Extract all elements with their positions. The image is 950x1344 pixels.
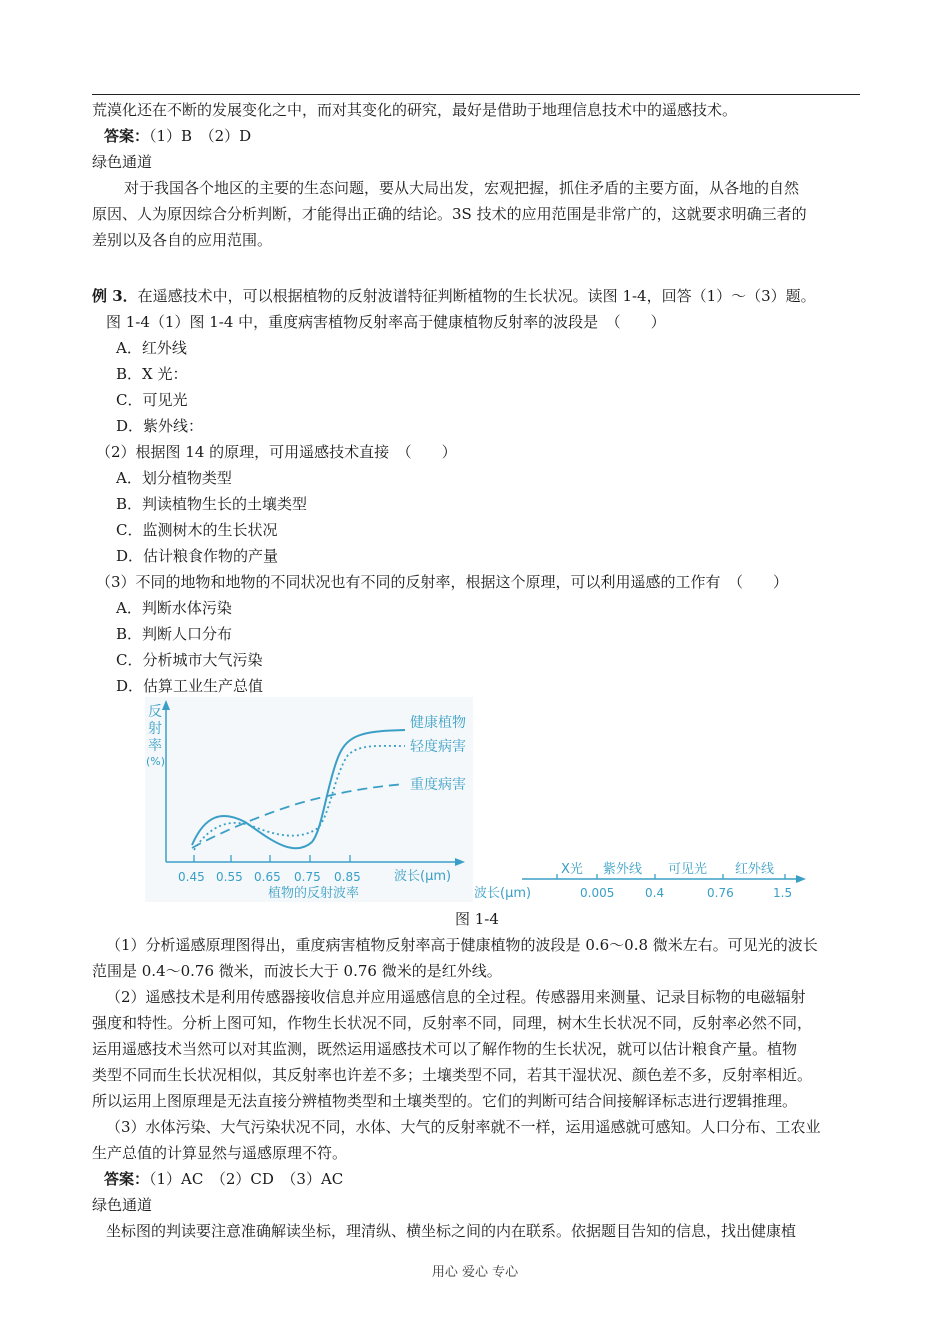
- text-line: （3）水体污染、大气污染状况不同，水体、大气的反射率就不一样，运用遥感就可感知。人口分布、工农业: [106, 1118, 821, 1136]
- page-footer: 用心 爱心 专心: [431, 1265, 519, 1280]
- legend-severe: 重度病害: [410, 777, 466, 793]
- text-line: D．紫外线：: [116, 417, 204, 435]
- text-line: 范围是 0.4～0.76 微米，而波长大于 0.76 微米的是红外线。: [92, 962, 502, 980]
- y-label-3: 率: [148, 738, 162, 754]
- text-line: B．判断人口分布: [116, 625, 233, 643]
- legend-healthy: 健康植物: [410, 715, 466, 731]
- wavelength-scale-arrow: [796, 875, 806, 883]
- text-line: 答案：（1）AC （2）CD （3）AC: [104, 1170, 344, 1188]
- scale-tick-label: 1.5: [773, 886, 793, 900]
- text-line: 运用遥感技术当然可以对其监测，既然运用遥感技术可以了解作物的生长状况，就可以估计粮食产量。植物: [92, 1040, 798, 1058]
- text-line: 图 1-4（1）图 1-4 中，重度病害植物反射率高于健康植物反射率的波段是 （ ）: [106, 313, 666, 331]
- text-line: 差别以及各自的应用范围。: [92, 231, 273, 249]
- text-line: 绿色通道: [92, 1196, 153, 1214]
- text-line: C．监测树木的生长状况: [116, 521, 278, 539]
- text-line: （3）不同的地物和地物的不同状况也有不同的反射率，根据这个原理，可以利用遥感的工作有 （ ）: [96, 573, 789, 591]
- text-line: 生产总值的计算显然与遥感原理不符。: [92, 1144, 348, 1162]
- text-line: 强度和特性。分析上图可知，作物生长状况不同，反射率不同，同理，树木生长状况不同，反射率必然不同，: [92, 1014, 813, 1032]
- text-line: B．X 光：: [116, 365, 188, 383]
- band-label-uv: 紫外线: [603, 862, 643, 877]
- x-tick-label: 0.65: [254, 870, 281, 884]
- text-line: A．划分植物类型: [116, 469, 232, 487]
- text-line: 坐标图的判读要注意准确解读坐标，理清纵、横坐标之间的内在联系。依据题目告知的信息，找出健康植: [106, 1222, 797, 1240]
- text-line: B．判读植物生长的土壤类型: [116, 495, 308, 513]
- band-label-visible: 可见光: [668, 862, 708, 877]
- text-line: 例 3．在遥感技术中，可以根据植物的反射波谱特征判断植物的生长状况。读图 1-4，回答（1）～（3）题。: [92, 287, 816, 305]
- text-line: 原因、人为原因综合分析判断，才能得出正确的结论。3S 技术的应用范围是非常广的，这就要求明确三者的: [92, 205, 807, 223]
- band-label-infrared: 红外线: [735, 862, 775, 877]
- text-line: （2）遥感技术是利用传感器接收信息并应用遥感信息的全过程。传感器用来测量、记录目标物的电磁辐射: [106, 988, 806, 1006]
- text-line: （2）根据图 14 的原理，可用遥感技术直接 （ ）: [96, 443, 457, 461]
- text-line: C．分析城市大气污染: [116, 651, 263, 669]
- y-label-2: 射: [148, 721, 162, 737]
- scale-tick-label: 0.4: [645, 886, 665, 900]
- text-line: 荒漠化还在不断的发展变化之中，而对其变化的研究，最好是借助于地理信息技术中的遥感技术。: [92, 101, 738, 119]
- y-label-1: 反: [148, 704, 162, 720]
- text-line: 绿色通道: [92, 153, 153, 171]
- chart-caption: 植物的反射波率: [268, 886, 360, 901]
- text-line: D．估算工业生产总值: [116, 677, 264, 695]
- scale-tick-label: 0.76: [707, 886, 734, 900]
- scale-tick-label: 0.005: [580, 886, 615, 900]
- text-line: A．判断水体污染: [116, 599, 232, 617]
- x-axis-label: 波长(μm): [394, 869, 452, 884]
- text-line: 所以运用上图原理是无法直接分辨植物类型和土壤类型的。它们的判断可结合间接解译标志进行逻辑推理。: [92, 1092, 798, 1110]
- band-label-xray: X光: [561, 862, 583, 877]
- x-tick-label: 0.75: [294, 870, 321, 884]
- text-line: A．红外线: [116, 339, 187, 357]
- text-line: 对于我国各个地区的主要的生态问题，要从大局出发，宏观把握，抓住矛盾的主要方面，从各地的自然: [124, 179, 800, 197]
- x-tick-label: 0.85: [334, 870, 361, 884]
- x-tick-label: 0.45: [178, 870, 205, 884]
- legend-mild: 轻度病害: [410, 739, 466, 755]
- text-line: （1）分析遥感原理图得出，重度病害植物反射率高于健康植物的波段是 0.6～0.8 微米左右。可见光的波长: [106, 936, 818, 954]
- x-tick-label: 0.55: [216, 870, 243, 884]
- figure-caption: 图 1-4: [455, 910, 499, 928]
- text-line: 答案：（1）B （2）D: [104, 127, 252, 145]
- scale-axis-label: 波长(μm): [474, 886, 532, 901]
- y-label-4: (%): [146, 755, 166, 768]
- text-line: C．可见光: [116, 391, 188, 409]
- text-line: D．估计粮食作物的产量: [116, 547, 279, 565]
- text-line: 类型不同而生长状况相似，其反射率也许差不多；土壤类型不同，若其干湿状况、颜色差不多，反射率相近。: [92, 1066, 813, 1084]
